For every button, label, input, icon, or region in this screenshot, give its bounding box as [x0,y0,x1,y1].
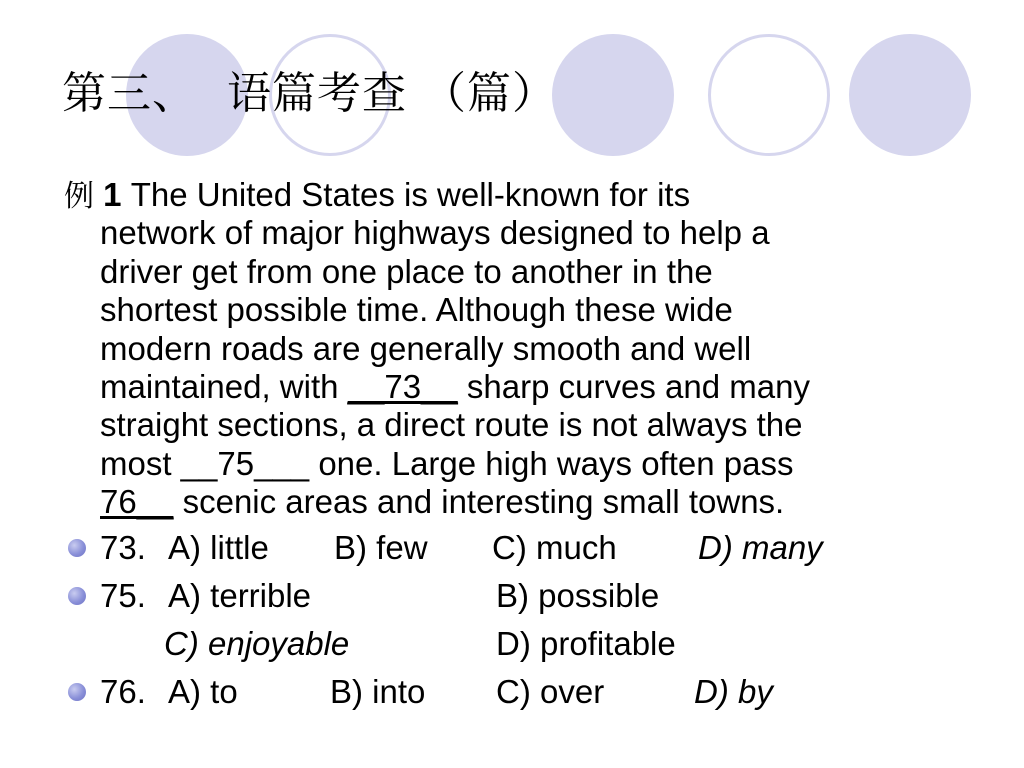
question-76 [64,672,964,712]
decor-circle-ring [708,34,830,156]
passage-line [64,368,964,406]
bullet-icon [68,587,86,605]
passage-line: shortest possible time. Although these wide [100,291,733,329]
option-a: A) to [168,673,238,710]
question-75 [64,576,964,616]
blank-73: __73__ [347,367,458,405]
passage-line: most __75___ one. Large high ways often pass [100,444,794,482]
option-c: C) much [492,529,617,566]
blank-76: 76__ [100,483,174,521]
passage-text: scenic areas and interesting small towns. [173,483,785,521]
example-number: 1 [103,176,122,213]
option-c: C) over [496,673,605,710]
passage-line [64,483,964,521]
passage-line: driver get from one place to another in the [100,252,713,290]
slide-title: 第三、 语篇考查 （篇） [62,68,557,119]
decor-circle-filled [849,34,971,156]
option-c: C) enjoyable [164,625,350,662]
passage-line: straight sections, a direct route is not always the [100,406,803,444]
decor-circle-filled [552,34,674,156]
option-b: B) into [330,673,426,710]
passage-line: network of major highways designed to help a [100,214,770,252]
question-number: 73. [100,529,146,566]
bullet-icon [68,683,86,701]
passage-text: maintained, with [100,367,348,405]
option-d: D) many [698,529,823,566]
question-number: 75. [100,577,146,614]
question-73 [64,528,964,568]
option-a: A) terrible [168,577,312,614]
passage [64,176,964,522]
option-a: A) little [168,529,269,566]
passage-text: sharp curves and many [457,367,810,405]
option-d: D) profitable [496,625,676,662]
question-number: 76. [100,673,146,710]
passage-text: The United States is well-known for its [130,176,691,213]
option-b: B) few [334,529,428,566]
option-d: D) by [694,673,773,710]
option-b: B) possible [496,577,660,614]
question-75-continued [64,624,964,664]
passage-line [64,176,964,214]
example-label: 例 [64,179,94,214]
bullet-icon [68,539,86,557]
passage-line: modern roads are generally smooth and well [100,329,752,367]
